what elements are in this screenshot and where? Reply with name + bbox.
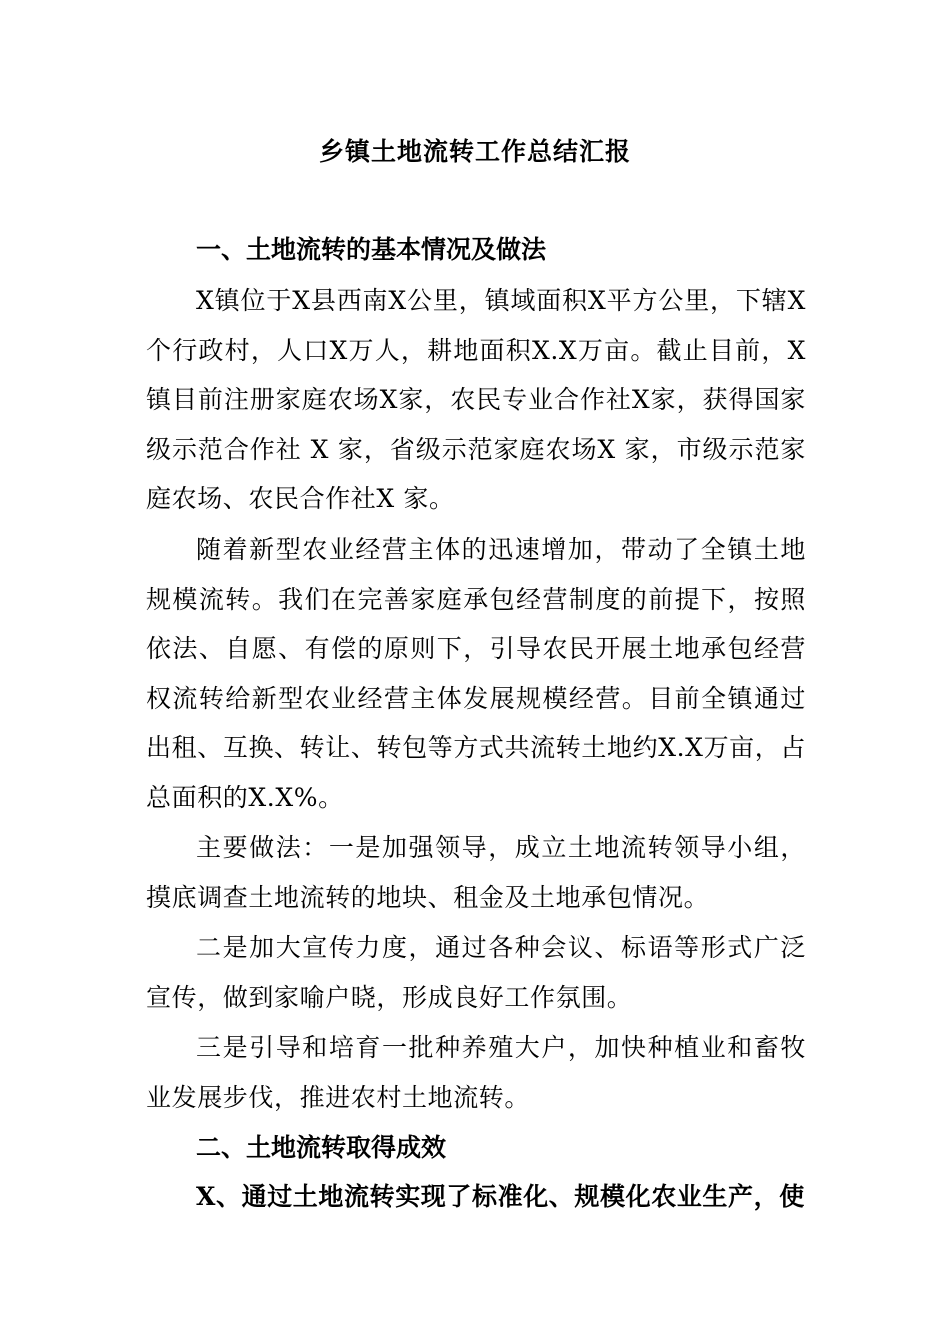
paragraph-basic-info: X镇位于X县西南X公里，镇域面积X平方公里，下辖X个行政村，人口X万人，耕地面积X.X万亩。截止目前，X镇目前注册家庭农场X家，农民专业合作社X家，获得国家级示范合作社 X 家，省级示范家庭农场X 家，市级示范家庭农场、农民合作社X 家。: [146, 286, 806, 513]
paragraph-method-2: 二是加大宣传力度，通过各种会议、标语等形式广泛宣传，做到家喻户晓，形成良好工作氛围。: [146, 933, 806, 1012]
paragraph-method-3: 三是引导和培育一批种养殖大户，加快种植业和畜牧业发展步伐，推进农村土地流转。: [146, 1033, 806, 1112]
section-heading-2: 二、土地流转取得成效: [196, 1133, 447, 1162]
paragraph-method-1: 主要做法：一是加强领导，成立土地流转领导小组，摸底调查土地流转的地块、租金及土地承包情况。: [146, 833, 806, 912]
paragraph-scale-transfer: 随着新型农业经营主体的迅速增加，带动了全镇土地规模流转。我们在完善家庭承包经营制度的前提下，按照依法、自愿、有偿的原则下，引导农民开展土地承包经营权流转给新型农业经营主体发展规模经营。目前全镇通过出租、互换、转让、转包等方式共流转土地约X.X万亩，占总面积的X.X%。: [146, 535, 806, 812]
section-heading-1: 一、土地流转的基本情况及做法: [196, 235, 547, 264]
document-title: 乡镇土地流转工作总结汇报: [318, 137, 631, 166]
paragraph-results-1: X、通过土地流转实现了标准化、规模化农业生产，使: [196, 1182, 805, 1211]
